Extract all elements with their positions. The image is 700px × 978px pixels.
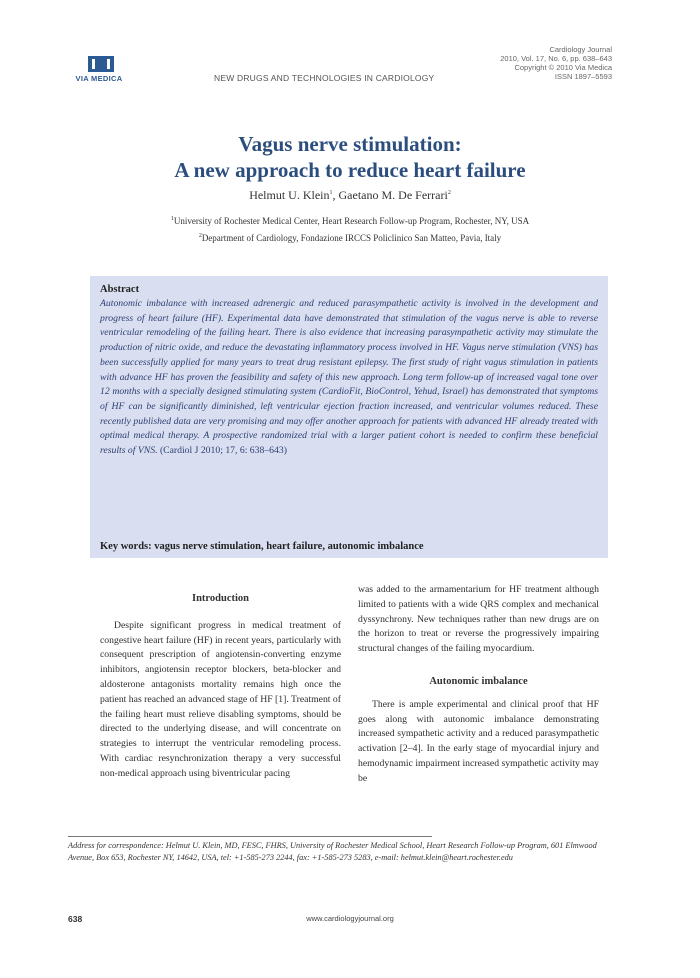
article-title-line1: Vagus nerve stimulation:: [238, 132, 462, 156]
author-affiliation-mark: 1: [329, 190, 333, 196]
body-column-left: [100, 588, 341, 782]
abstract-citation: (Cardiol J 2010; 17, 6: 638–643): [157, 445, 287, 457]
author-separator: ,: [332, 188, 339, 202]
abstract-box: [90, 276, 608, 558]
author-name: Gaetano M. De Ferrari: [338, 188, 448, 202]
correspondence-label: Address for correspondence:: [68, 841, 164, 850]
abstract-text: Autonomic imbalance with increased adrenergic and reduced parasympathetic activity is involved in the development and progress of heart failure (HF). Experimental data have demonstrated that stimulation of the vagus nerve is able to reverse ventricular remodeling of the failing heart. There is also evidence that increasing parasympathetic activity may stimulate the production of nitric oxide, and reduce the devastating inflammatory process involved in HF. Vagus nerve stimulation (VNS) has been successfully applied for many years to treat drug resistant epilepsy. The first study of right vagus stimulation in patients with advance HF has proven the feasibility and safety of this new approach. Long term follow-up of increased vagal tone over 12 months with a specially designed stimulating system (CardioFit, BioControl, Yehud, Israel) has demonstrated that symptoms of HF can be significantly diminished, left ventricular ejection fraction increased, and ventricular volumes reduced. These recently published data are very promising and may offer another approach for patients with advanced HF already treated with optimal medical therapy. A prospective randomized trial with a larger patient cohort is needed to confirm these beneficial results of VNS.: [100, 298, 598, 457]
affiliation-2: [0, 233, 700, 243]
correspondence-note: [68, 840, 620, 864]
body-paragraph: There is ample experimental and clinical proof that HF goes along with autonomic imbalance demonstrating increased sympathetic activity and a reduced parasympathetic activation [2–4]. In the early stage of myocardial injury and hemodynamic impairment increased sympathetic activity may be: [358, 698, 599, 784]
section-heading-autonomic-imbalance: Autonomic imbalance: [429, 675, 528, 687]
footnote-divider: [68, 836, 432, 837]
publisher-logo-icon: [88, 56, 114, 72]
affiliation-mark: 2: [198, 233, 202, 239]
publisher-logo-text: VIA MEDICA: [75, 74, 123, 83]
abstract-heading: Abstract: [100, 284, 140, 295]
authors: [0, 188, 700, 203]
affiliation-mark: 1: [170, 216, 174, 222]
body-paragraph: was added to the armamentarium for HF treatment although limited to patients with a wide QRS complex and mechanical dyssynchrony. New techniques rather than new drugs are on the horizon to treat or reverse the progressively impairing structural changes of the failing myocardium.: [358, 584, 599, 655]
affiliation-text: Department of Cardiology, Fondazione IRCCS Policlinico San Matteo, Pavia, Italy: [201, 233, 502, 243]
affiliation-text: University of Rochester Medical Center, Heart Research Follow-up Program, Rochester, NY, USA: [173, 216, 530, 226]
body-column-right: [358, 583, 599, 787]
section-heading-introduction: Introduction: [192, 593, 249, 604]
author-affiliation-mark: 2: [447, 190, 451, 196]
correspondence-text: Helmut U. Klein, MD, FESC, FHRS, University of Rochester Medical School, Heart Research Follow-up Program, 601 Elmwood Avenue, Box 653, Rochester NY, 14642, USA, tel: +1-585-273 2244, fax: +1-585-273 5283, e-mail: helmut.klein@heart.rochester.edu: [68, 841, 597, 863]
page-number: 638: [68, 914, 83, 924]
body-paragraph: Despite significant progress in medical treatment of congestive heart failure (HF) in recent years, particularly with consequent prescription of angiotensin-converting enzyme inhibitors, angiotensin receptor blockers, beta-blocker and aldosterone antagonists mortality remains high once the patient has reached an advanced stage of HF [1]. Treatment of the failing heart must relieve disabling symptoms, should be directed to the underlying disease, and will concentrate on strategies to interrupt the ventricular remodeling process. With cardiac resynchronization therapy a very successful non-medical approach using biventricular pacing: [100, 619, 341, 779]
journal-name: Cardiology Journal: [549, 45, 612, 54]
keywords: Key words: vagus nerve stimulation, heart failure, autonomic imbalance: [100, 541, 424, 552]
journal-info: [500, 45, 612, 81]
author-name: Helmut U. Klein: [249, 188, 330, 202]
affiliation-1: [0, 216, 700, 226]
journal-copyright: Copyright © 2010 Via Medica: [514, 63, 612, 72]
running-head: NEW DRUGS AND TECHNOLOGIES IN CARDIOLOGY: [214, 73, 435, 83]
journal-website: www.cardiologyjournal.org: [306, 914, 394, 923]
publisher-logo: [68, 56, 130, 90]
abstract-body: [100, 297, 598, 459]
journal-issn: ISSN 1897–5593: [554, 72, 612, 81]
journal-volume: 2010, Vol. 17, No. 6, pp. 638–643: [500, 54, 612, 63]
article-title-line2: A new approach to reduce heart failure: [174, 158, 526, 182]
